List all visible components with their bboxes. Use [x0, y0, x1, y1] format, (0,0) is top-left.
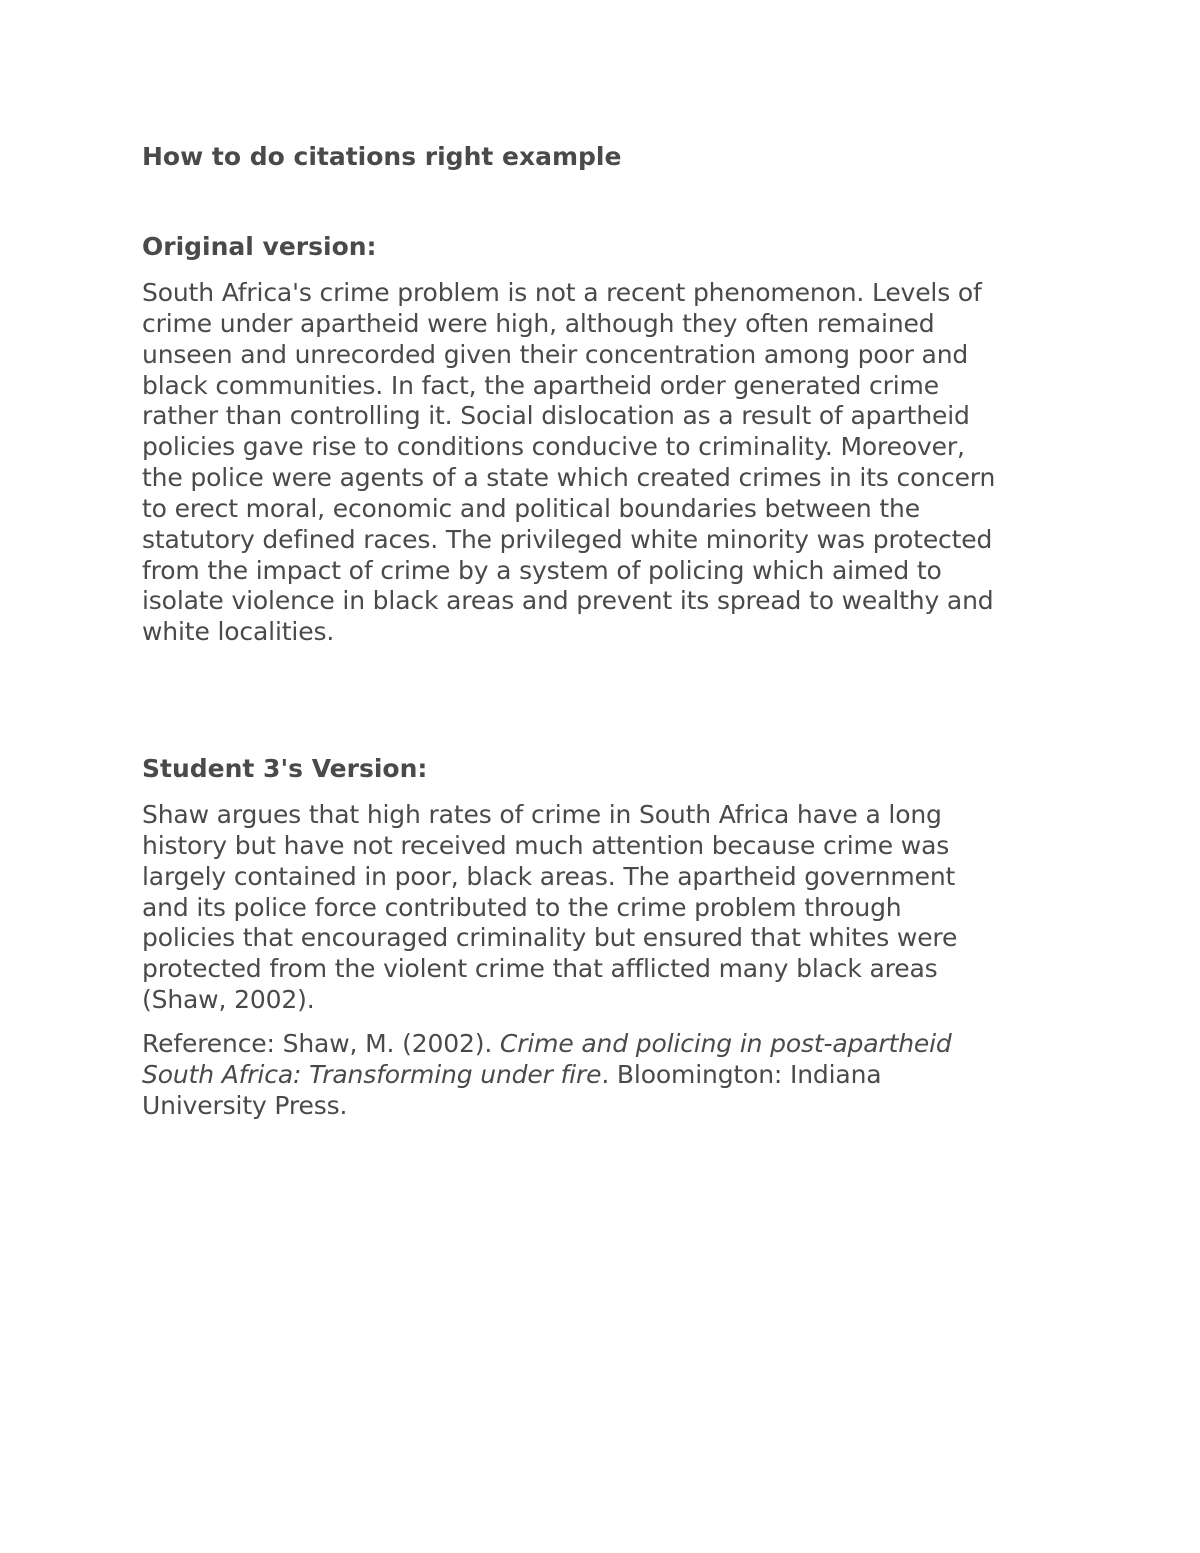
reference-prefix: Reference: Shaw, M. (2002). [142, 1029, 500, 1058]
reference-line [142, 1029, 1072, 1060]
paragraph-line: from the impact of crime by a system of policing which aimed to [142, 555, 942, 585]
paragraph-line: policies that encouraged criminality but ensured that whites were [142, 923, 958, 953]
reference-book-title: Crime and policing in post-apartheid [499, 1029, 952, 1058]
document-title: How to do citations right example [142, 142, 622, 171]
reference-line [142, 1060, 1072, 1091]
paragraph-line: rather than controlling it. Social dislocation as a result of apartheid [142, 401, 970, 431]
paragraph-line: Shaw argues that high rates of crime in South Africa have a long [142, 800, 942, 829]
student-version-heading: Student 3's Version: [142, 754, 428, 783]
paragraph-line: white localities. [142, 617, 335, 647]
paragraph-line: and its police force contributed to the crime problem through [142, 892, 902, 922]
paragraph-line: policies gave rise to conditions conducive to criminality. Moreover, [142, 432, 965, 462]
reference-book-title-cont: South Africa: Transforming under fire [142, 1059, 602, 1089]
reference-line: University Press. [142, 1090, 348, 1120]
student-version-paragraph [142, 800, 1072, 1016]
paragraph-line: South Africa's crime problem is not a recent phenomenon. Levels of [142, 278, 982, 307]
original-version-heading: Original version: [142, 232, 377, 261]
paragraph-line: history but have not received much attention because crime was [142, 830, 950, 860]
reference-paragraph [142, 1029, 1072, 1122]
paragraph-line: unseen and unrecorded given their concentration among poor and [142, 339, 969, 369]
paragraph-line: (Shaw, 2002). [142, 985, 315, 1015]
paragraph-line: black communities. In fact, the apartheid order generated crime [142, 370, 939, 400]
reference-publisher: . Bloomington: Indiana [601, 1059, 882, 1089]
paragraph-line: protected from the violent crime that afflicted many black areas [142, 954, 938, 984]
paragraph-line: largely contained in poor, black areas. The apartheid government [142, 861, 956, 891]
paragraph-line: to erect moral, economic and political boundaries between the [142, 493, 920, 523]
paragraph-line: the police were agents of a state which created crimes in its concern [142, 463, 996, 493]
paragraph-line: crime under apartheid were high, although they often remained [142, 308, 935, 338]
paragraph-line: statutory defined races. The privileged white minority was protected [142, 524, 993, 554]
paragraph-line: isolate violence in black areas and prevent its spread to wealthy and [142, 586, 994, 616]
original-version-paragraph [142, 278, 1072, 648]
